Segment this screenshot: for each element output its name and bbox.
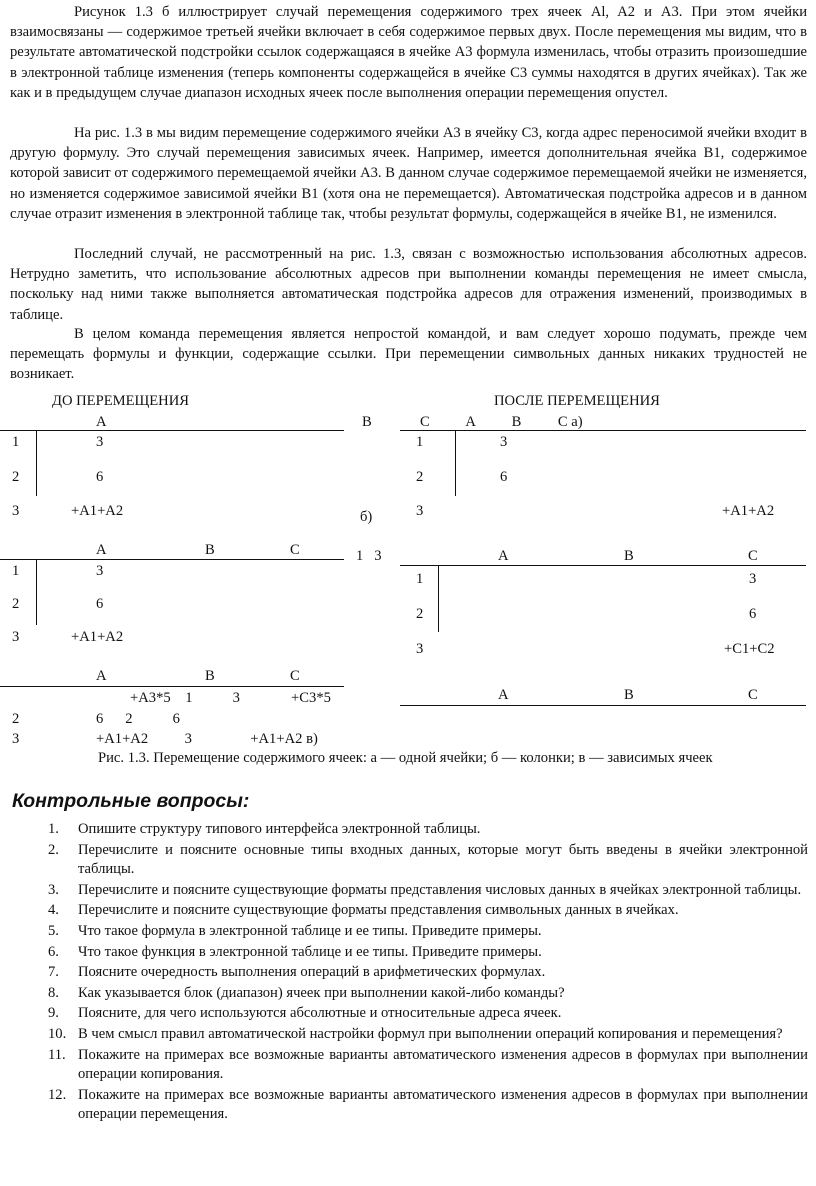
a-right-row-num: 2 (416, 469, 424, 485)
c-left-header-line (0, 686, 344, 687)
question-item (0, 963, 808, 983)
question-item (0, 943, 808, 963)
a-left-header-line (0, 430, 344, 431)
b-right-cell: +C1+C2 (724, 641, 775, 657)
question-number: 4. (48, 902, 59, 919)
question-text: Покажите на примерах все возможные варианты автоматического изменения адресов в формулах при выполнении операции перемещения. (78, 1086, 808, 1123)
a-right-cell: 6 (500, 469, 508, 485)
b-left-col: C (290, 542, 300, 558)
question-number: 7. (48, 964, 59, 981)
b-right-row-line (438, 565, 439, 632)
b-left-cell: 3 (96, 563, 104, 579)
paragraph-2: На рис. 1.3 в мы видим перемещение содержимого ячейки A3 в ячейку C3, когда адрес переносимой ячейки входит в другую формулу. Это случай перемещения зависимых ячеек. Например, имеется дополнительная ячейка B1, содержимое которой зависит от содержимого перемещаемой ячейки A3. В данном случае содержимое перемещаемой ячейки не изменяется, но изменяется содержимое зависимой ячейки B1 (хотя она не перемещается). Автоматическая подстройка адресов и в данном случае отразит изменения в электронной таблице так, чтобы результат формулы, содержащейся в ячейке B1, не изменился. (10, 125, 807, 222)
b-left-col: A (96, 542, 107, 558)
b-right-cell: 3 (749, 571, 757, 587)
question-text: Поясните очередность выполнения операций в арифметических формулах. (78, 964, 546, 981)
c-left-col: A (96, 668, 107, 684)
a-right-row-num: 3 (416, 503, 424, 519)
question-text: Что такое функция в электронной таблице и ее типы. Приведите примеры. (78, 943, 542, 960)
b-right-header-line (400, 565, 806, 566)
after-title: ПОСЛЕ ПЕРЕМЕЩЕНИЯ (494, 393, 660, 409)
c-row-1: +A3*5 1 3 +C3*5 (130, 690, 331, 706)
question-number: 1. (48, 821, 59, 837)
question-item (0, 820, 808, 840)
question-number: 12. (48, 1086, 67, 1103)
question-number: 9. (48, 1005, 59, 1022)
b-right-col: C (748, 548, 758, 564)
paragraph-4: В целом команда перемещения является непростой командой, и вам следует хорошо подумать, прежде чем перемещать формулы и функции, содержащие ссылки. При перемещении символьных данных никаких трудностей не возникает. (10, 326, 807, 383)
question-number: 8. (48, 984, 59, 1001)
question-text: Как указывается блок (диапазон) ячеек при выполнении какой-либо команды? (78, 984, 565, 1001)
figure-caption: Рис. 1.3. Перемещение содержимого ячеек: а — одной ячейки; б — колонки; в — зависимых ячеек (98, 750, 713, 766)
a-left-cell: 6 (96, 469, 104, 485)
a-left-cell: +A1+A2 (71, 503, 124, 519)
b-right-row-num: 1 (416, 571, 424, 587)
question-number: 3. (48, 881, 59, 898)
a-right-cell: 3 (500, 434, 508, 450)
c-right-col: B (624, 687, 634, 703)
c-right-header-line (400, 705, 806, 706)
b-right-cell: 6 (749, 606, 757, 622)
questions-title: Контрольные вопросы: (12, 790, 250, 812)
c-right-col: A (498, 687, 509, 703)
paragraph-1: Рисунок 1.3 б иллюстрирует случай перемещения содержимого трех ячеек Al, A2 и A3. При этом ячейки взаимосвязаны — содержимое третьей ячейки включает в себя содержимое первых двух. После перемещения мы видим, что в результате автоматической подстройки ссылок содержащаяся в ячейке A3 формула изменилась, чтобы отразить произошедшие в электронной таблице изменения (теперь компоненты содержащейся в ячейке C3 суммы находятся в других ячейках). Так же как и в предыдущем случае диапазон исходных ячеек после выполнения операции перемещения опустел. (10, 4, 807, 101)
question-item (0, 984, 808, 1004)
paragraph-3: Последний случай, не рассмотренный на рис. 1.3, связан с возможностью использования абсолютных адресов. Нетрудно заметить, что использование абсолютных адресов при выполнении команды перемещения не имеет смысла, поскольку над ними также выполняется автоматическая подстройка адресов для отражения изменений, производимых в таблице. (10, 246, 807, 323)
question-item (0, 1046, 808, 1085)
a-right-header: C A B C а) (420, 414, 583, 430)
questions-list (0, 820, 808, 1126)
b-left-cell: 6 (96, 596, 104, 612)
question-number: 6. (48, 943, 59, 960)
b-left-row-line (36, 559, 37, 625)
c-row-3-num: 3 (12, 731, 20, 747)
question-number: 2. (48, 841, 59, 858)
a-right-row-num: 1 (416, 434, 424, 450)
question-text: Покажите на примерах все возможные варианты автоматического изменения адресов в формулах при выполнении операции копирования. (78, 1046, 808, 1083)
question-text: Перечислите и поясните существующие форматы представления числовых данных в ячейках электронной таблицы. (78, 881, 802, 898)
c-row-3: +A1+A2 3 +A1+A2 в) (96, 731, 318, 747)
question-text: Перечислите и поясните существующие форматы представления символьных данных в ячейках. (78, 902, 679, 919)
b-right-row-num: 3 (416, 641, 424, 657)
b-mid-text: 1 3 (356, 548, 382, 564)
b-left-col: B (205, 542, 215, 558)
c-row-2-num: 2 (12, 711, 20, 727)
before-title: ДО ПЕРЕМЕЩЕНИЯ (52, 393, 189, 409)
c-right-col: C (748, 687, 758, 703)
a-left-row-num: 3 (12, 503, 20, 519)
c-left-col: C (290, 668, 300, 684)
a-left-col-a: A (96, 414, 107, 430)
question-number: 10. (48, 1025, 67, 1042)
a-left-row-num: 1 (12, 434, 20, 450)
c-row-2: 6 2 6 (96, 711, 180, 727)
a-right-formula: +A1+A2 (722, 503, 775, 519)
c-left-col: B (205, 668, 215, 684)
b-left-header-line (0, 559, 344, 560)
question-number: 11. (48, 1046, 66, 1063)
question-item (0, 881, 808, 901)
b-left-row-num: 3 (12, 629, 20, 645)
question-item (0, 1086, 808, 1125)
b-label: б) (360, 509, 373, 525)
a-right-row-line (455, 430, 456, 496)
b-left-cell: +A1+A2 (71, 629, 124, 645)
a-right-header-line (400, 430, 806, 431)
question-number: 5. (48, 922, 59, 939)
a-left-row-num: 2 (12, 469, 20, 485)
a-left-row-line (36, 430, 37, 496)
question-text: В чем смысл правил автоматической настройки формул при выполнении операций копирования и перемещения? (78, 1025, 783, 1042)
question-text: Что такое формула в электронной таблице и ее типы. Приведите примеры. (78, 922, 542, 939)
b-left-row-num: 2 (12, 596, 20, 612)
b-right-col: B (624, 548, 634, 564)
a-left-cell: 3 (96, 434, 104, 450)
question-item (0, 1004, 808, 1024)
question-item (0, 922, 808, 942)
b-left-row-num: 1 (12, 563, 20, 579)
question-item (0, 901, 808, 921)
question-text: Перечислите и поясните основные типы входных данных, которые могут быть введены в ячейки электронной таблицы. (78, 841, 808, 878)
b-right-row-num: 2 (416, 606, 424, 622)
a-col-b: B (362, 414, 372, 430)
question-text: Поясните, для чего используются абсолютные и относительные адреса ячеек. (78, 1005, 562, 1022)
b-right-col: A (498, 548, 509, 564)
question-text: Опишите структуру типового интерфейса электронной таблицы. (78, 821, 481, 837)
question-item (0, 1025, 808, 1045)
question-item (0, 841, 808, 880)
